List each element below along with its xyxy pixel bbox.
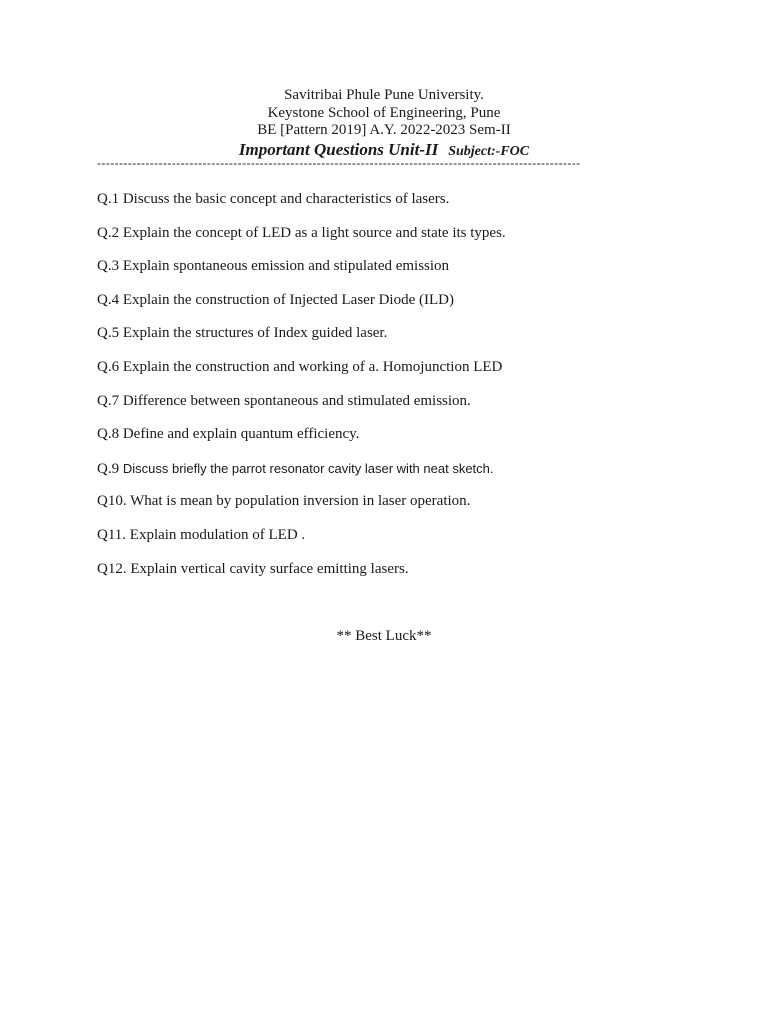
question-item [97,392,697,426]
question-item [97,291,697,325]
document-header [0,87,768,160]
dashed-divider: -------------------------------------------------------------------------------------------------------------- [97,156,581,170]
question-item [97,324,697,358]
question-list [97,190,697,593]
question-item [97,492,697,526]
question-text: Explain the construction and working of a. Homojunction LED [122,358,503,375]
question-number: Q11. [97,526,127,543]
question-text: Explain modulation of LED . [129,526,306,543]
document-title: Important Questions Unit-II [238,139,439,159]
question-text: Explain the structures of Index guided laser. [122,325,388,342]
question-item [97,190,697,224]
question-number: Q.5 [97,325,120,342]
question-item [97,526,697,560]
question-item [97,257,697,291]
question-item [97,224,697,258]
question-item [97,560,697,594]
question-number: Q.9 [97,460,120,477]
question-item [97,425,697,459]
school-name: Keystone School of Engineering, Pune [267,104,501,121]
question-text: What is mean by population inversion in laser operation. [130,493,471,510]
question-number: Q12. [97,560,127,577]
question-number: Q.3 [97,258,120,275]
question-text: Explain vertical cavity surface emitting lasers. [130,560,409,577]
university-name: Savitribai Phule Pune University. [284,87,484,103]
question-number: Q.6 [97,358,120,375]
question-text: Explain the concept of LED as a light source and state its types. [122,224,506,241]
question-number: Q.8 [97,426,120,443]
subject-label: Subject:-FOC [448,143,530,159]
question-text: Discuss the basic concept and characteristics of lasers. [122,191,450,207]
question-item [97,358,697,392]
question-number: Q.1 [97,191,120,207]
question-text: Discuss briefly the parrot resonator cavity laser with neat sketch. [122,460,494,476]
question-number: Q.7 [97,392,120,409]
question-number: Q10. [97,493,127,510]
closing-note: ** Best Luck** [336,628,432,644]
question-text: Difference between spontaneous and stimulated emission. [122,392,471,409]
question-number: Q.2 [97,224,120,241]
question-text: Explain spontaneous emission and stipulated emission [122,258,450,275]
question-text: Define and explain quantum efficiency. [122,426,360,443]
question-number: Q.4 [97,291,120,308]
question-item [97,459,697,493]
course-line: BE [Pattern 2019] A.Y. 2022-2023 Sem-II [257,122,511,138]
question-text: Explain the construction of Injected Laser Diode (ILD) [122,291,454,308]
